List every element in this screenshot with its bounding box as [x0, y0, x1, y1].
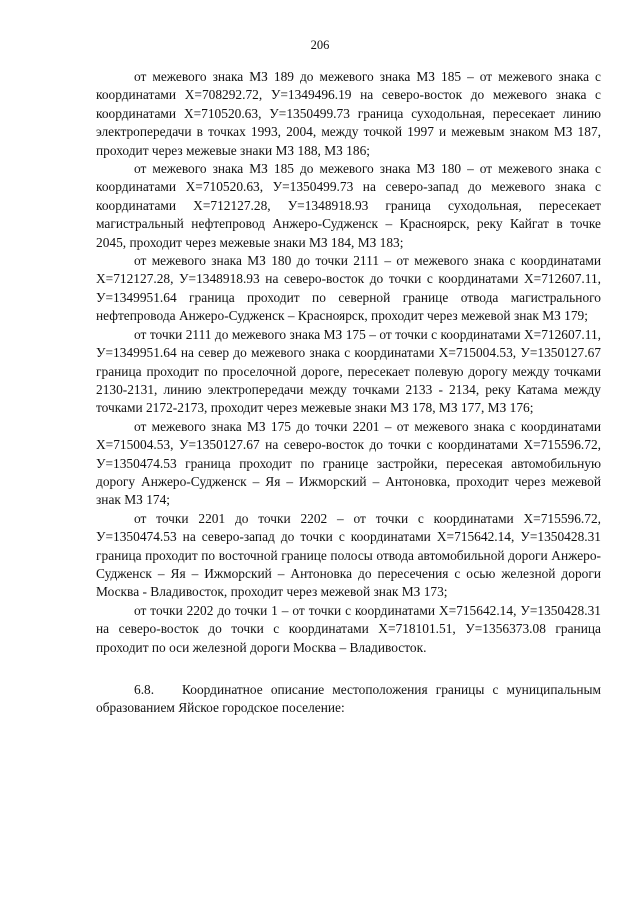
boundary-paragraph: от точки 2111 до межевого знака МЗ 175 – от точки с координатами Х=712607.11, У=1349951.64 на север до межевого знака с координатами Х=715004.53, У=1350127.67 граница проходит по проселочной дороге, пересекает полевую дорогу между точками 2130-2131, линию электропередачи между точками 2133 - 2134, реку Катама между точками 2172-2173, проходит через межевые знаки МЗ 178, МЗ 177, МЗ 176; — [96, 326, 601, 416]
boundary-paragraph: от межевого знака МЗ 175 до точки 2201 – от межевого знака с координатами Х=715004.53, У=1350127.67 на северо-восток до точки с координатами Х=715596.72, У=1350474.53 граница проходит по границе застройки, пересекая автомобильную дорогу Анжеро-Судженск – Яя – Ижморский – Антоновка, проходит через межевой знак МЗ 174; — [96, 418, 601, 508]
section-text: Координатное описание местоположения границы с муниципальным образованием Яйское городское поселение: — [96, 682, 601, 716]
boundary-paragraph: от точки 2202 до точки 1 – от точки с координатами Х=715642.14, У=1350428.31 на северо-восток до точки с координатами Х=718101.51, У=1356373.08 граница проходит по оси железной дороги Москва – Владивосток. — [96, 602, 601, 655]
boundary-paragraph: от межевого знака МЗ 180 до точки 2111 – от межевого знака с координатами Х=712127.28, У=1348918.93 на северо-восток до точки с координатами Х=712607.11, У=1349951.64 граница проходит по северной границе отвода магистрального нефтепровода Анжеро-Судженск – Красноярск, проходит через межевой знак МЗ 179; — [96, 253, 601, 324]
boundary-paragraph: от межевого знака МЗ 185 до межевого знака МЗ 180 – от межевого знака с координатами Х=710520.63, У=1350499.73 на северо-запад до межевого знака с координатами Х=712127.28, У=1348918.93 граница суходольная, пересекает магистральный нефтепровод Анжеро-Судженск – Красноярск, реку Кайгат в точке 2045, проходит через межевые знаки МЗ 184, МЗ 183; — [96, 161, 601, 250]
section-number: 6.8. — [134, 682, 155, 697]
boundary-paragraph: от точки 2201 до точки 2202 – от точки с координатами Х=715596.72, У=1350474.53 на северо-запад до точки с координатами Х=715642.14, У=1350428.31 граница проходит по восточной границе полосы отвода автомобильной дороги Анжеро-Судженск – Яя – Ижморский – Антоновка до пересечения с осью железной дороги Москва - Владивосток, проходит через межевой знак МЗ 173; — [96, 510, 601, 600]
boundary-paragraph: от межевого знака МЗ 189 до межевого знака МЗ 185 – от межевого знака с координатами Х=708292.72, У=1349496.19 на северо-восток до межевого знака с координатами Х=710520.63, У=1350499.73 граница суходольная, пересекает линию электропередачи в точках 1993, 2004, между точкой 1997 и межевым знаком МЗ 187, проходит через межевые знаки МЗ 188, МЗ 186; — [96, 69, 601, 158]
section-heading — [96, 681, 601, 718]
document-body — [96, 68, 601, 718]
page-number: 206 — [310, 38, 330, 52]
